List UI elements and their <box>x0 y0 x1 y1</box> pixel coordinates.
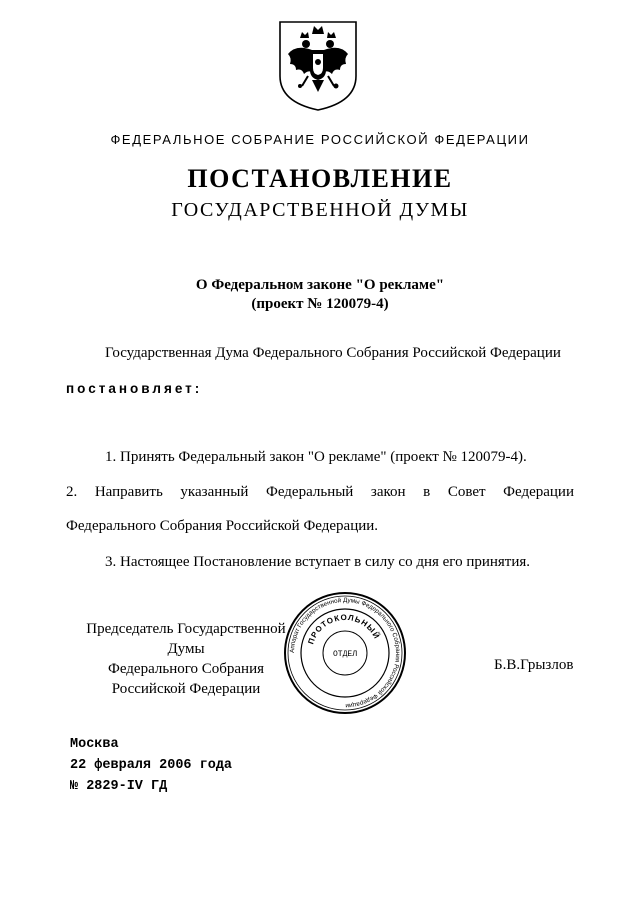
signatory-title-line-1: Председатель Государственной Думы <box>86 621 286 657</box>
issuer-title: ГОСУДАРСТВЕННОЙ ДУМЫ <box>171 199 469 221</box>
signatory-title <box>66 619 306 699</box>
signatory-name: Б.В.Грызлов <box>494 657 574 673</box>
signatory-title-line-3: Российской Федерации <box>111 681 261 697</box>
seal-center-text: ОТДЕЛ <box>332 650 358 659</box>
resolution-item-2-line-2: Федерального Собрания Российской Федерации. <box>66 518 379 534</box>
footer-city: Москва <box>70 737 119 752</box>
seal-outer-text: Аппарат Государственной Думы Федерального Собрания Российской Федерации <box>288 596 402 710</box>
coat-of-arms-icon <box>268 14 368 114</box>
subject-line-1: О Федеральном законе "О рекламе" <box>195 277 445 293</box>
preamble-text: Государственная Дума Федерального Собрания Российской Федерации <box>105 345 561 361</box>
official-seal-stamp <box>282 590 408 716</box>
svg-text:ПРОТОКОЛЬНЫЙ <box>306 613 381 646</box>
resolution-item-3: 3. Настоящее Постановление вступает в силу со дня его принятия. <box>105 554 531 570</box>
footer-date: 22 февраля 2006 года <box>70 758 233 773</box>
document-subject <box>0 276 640 314</box>
resolves-word: постановляет: <box>66 381 203 396</box>
document-type-title: ПОСТАНОВЛЕНИЕ <box>187 164 453 193</box>
subject-line-2: (проект № 120079-4) <box>251 296 389 312</box>
signatory-title-line-2: Федерального Собрания <box>107 661 265 677</box>
document-footer <box>70 734 232 797</box>
footer-number: № 2829-IV ГД <box>70 779 168 794</box>
seal-inner-text: ПРОТОКОЛЬНЫЙ <box>306 612 382 646</box>
organization-header: ФЕДЕРАЛЬНОЕ СОБРАНИЕ РОССИЙСКОЙ ФЕДЕРАЦИИ <box>110 132 530 147</box>
resolution-item-2-line-1: 2. Направить указанный Федеральный закон в Совет Федерации <box>66 484 574 500</box>
resolution-item-1: 1. Принять Федеральный закон "О рекламе" (проект № 120079-4). <box>105 449 527 465</box>
